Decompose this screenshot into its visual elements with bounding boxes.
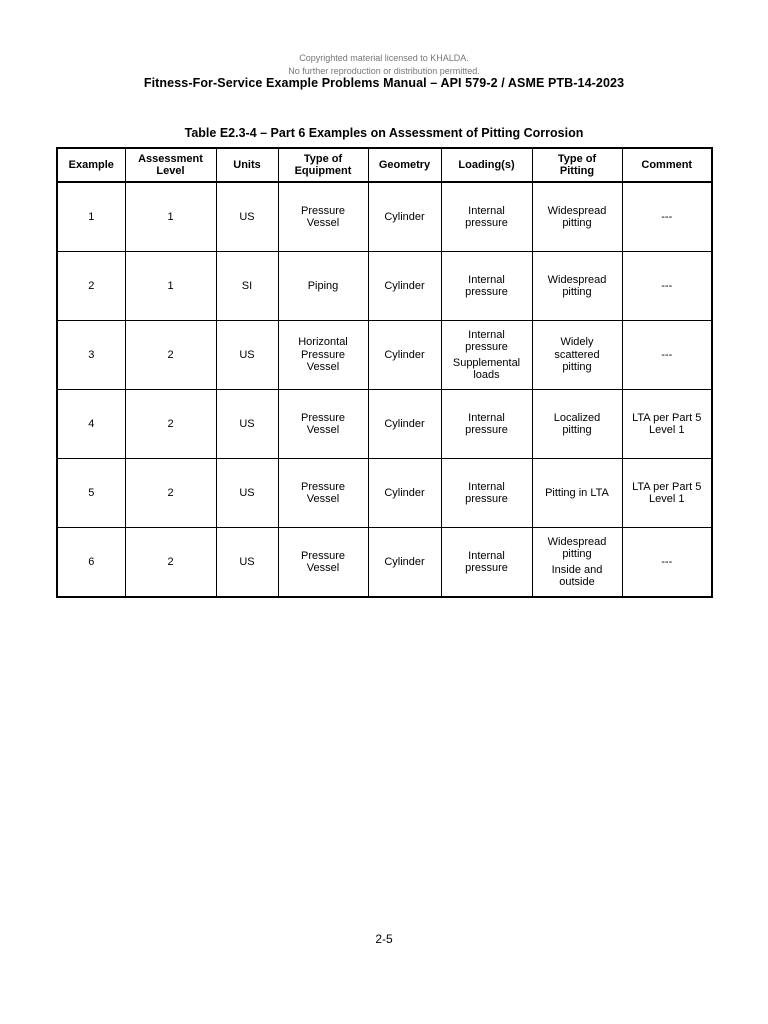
- cell-assessment-level: 1: [125, 182, 216, 252]
- cell-pitting-type: Widespread pitting Inside and outside: [532, 528, 622, 598]
- cell-units: US: [216, 459, 278, 528]
- watermark-line-1: Copyrighted material licensed to KHALDA.: [299, 53, 469, 63]
- cell-geometry: Cylinder: [368, 182, 441, 252]
- cell-comment: ---: [622, 252, 712, 321]
- cell-pitting-type: Localized pitting: [532, 390, 622, 459]
- table-title: Table E2.3-4 – Part 6 Examples on Assessment of Pitting Corrosion: [184, 126, 584, 140]
- table-row: [57, 252, 712, 321]
- cell-assessment-level: 2: [125, 459, 216, 528]
- table-row: [57, 459, 712, 528]
- cell-comment: LTA per Part 5 Level 1: [622, 390, 712, 459]
- column-header-type-of-pitting: Type of Pitting: [532, 148, 622, 182]
- cell-comment: ---: [622, 182, 712, 252]
- cell-geometry: Cylinder: [368, 321, 441, 390]
- cell-loadings: Internal pressure: [441, 252, 532, 321]
- cell-pitting-type: Widely scattered pitting: [532, 321, 622, 390]
- cell-equipment: Pressure Vessel: [278, 182, 368, 252]
- cell-equipment: Pressure Vessel: [278, 459, 368, 528]
- cell-geometry: Cylinder: [368, 459, 441, 528]
- column-header-loadings: Loading(s): [441, 148, 532, 182]
- cell-units: US: [216, 528, 278, 598]
- cell-assessment-level: 1: [125, 252, 216, 321]
- cell-pitting-type: Pitting in LTA: [532, 459, 622, 528]
- page-number: 2-5: [375, 932, 393, 946]
- table-row: [57, 321, 712, 390]
- table-row: [57, 528, 712, 598]
- table-row: [57, 182, 712, 252]
- column-header-example: Example: [57, 148, 125, 182]
- cell-comment: ---: [622, 321, 712, 390]
- table-row: [57, 390, 712, 459]
- cell-loadings: Internal pressure: [441, 390, 532, 459]
- cell-pitting-type: Widespread pitting: [532, 182, 622, 252]
- cell-equipment: Pressure Vessel: [278, 390, 368, 459]
- cell-units: US: [216, 182, 278, 252]
- cell-example: 4: [57, 390, 125, 459]
- table-header-row: [57, 148, 712, 182]
- cell-geometry: Cylinder: [368, 390, 441, 459]
- cell-assessment-level: 2: [125, 528, 216, 598]
- watermark-line-2: No further reproduction or distribution permitted.: [288, 66, 480, 76]
- cell-equipment: Pressure Vessel: [278, 528, 368, 598]
- column-header-geometry: Geometry: [368, 148, 441, 182]
- cell-assessment-level: 2: [125, 390, 216, 459]
- cell-units: US: [216, 321, 278, 390]
- cell-example: 2: [57, 252, 125, 321]
- cell-geometry: Cylinder: [368, 528, 441, 598]
- cell-comment: ---: [622, 528, 712, 598]
- cell-equipment: Piping: [278, 252, 368, 321]
- cell-units: SI: [216, 252, 278, 321]
- running-header-title: Fitness-For-Service Example Problems Manual – API 579-2 / ASME PTB-14-2023: [143, 76, 625, 90]
- column-header-units: Units: [216, 148, 278, 182]
- cell-units: US: [216, 390, 278, 459]
- cell-equipment: Horizontal Pressure Vessel: [278, 321, 368, 390]
- cell-loadings: Internal pressure Supplemental loads: [441, 321, 532, 390]
- cell-example: 6: [57, 528, 125, 598]
- pitting-examples-table: [56, 147, 713, 598]
- column-header-comment: Comment: [622, 148, 712, 182]
- column-header-type-of-equipment: Type of Equipment: [278, 148, 368, 182]
- cell-assessment-level: 2: [125, 321, 216, 390]
- cell-example: 5: [57, 459, 125, 528]
- cell-loadings: Internal pressure: [441, 528, 532, 598]
- cell-example: 1: [57, 182, 125, 252]
- cell-loadings: Internal pressure: [441, 459, 532, 528]
- cell-geometry: Cylinder: [368, 252, 441, 321]
- cell-loadings: Internal pressure: [441, 182, 532, 252]
- cell-comment: LTA per Part 5 Level 1: [622, 459, 712, 528]
- column-header-assessment-level: Assessment Level: [125, 148, 216, 182]
- cell-example: 3: [57, 321, 125, 390]
- cell-pitting-type: Widespread pitting: [532, 252, 622, 321]
